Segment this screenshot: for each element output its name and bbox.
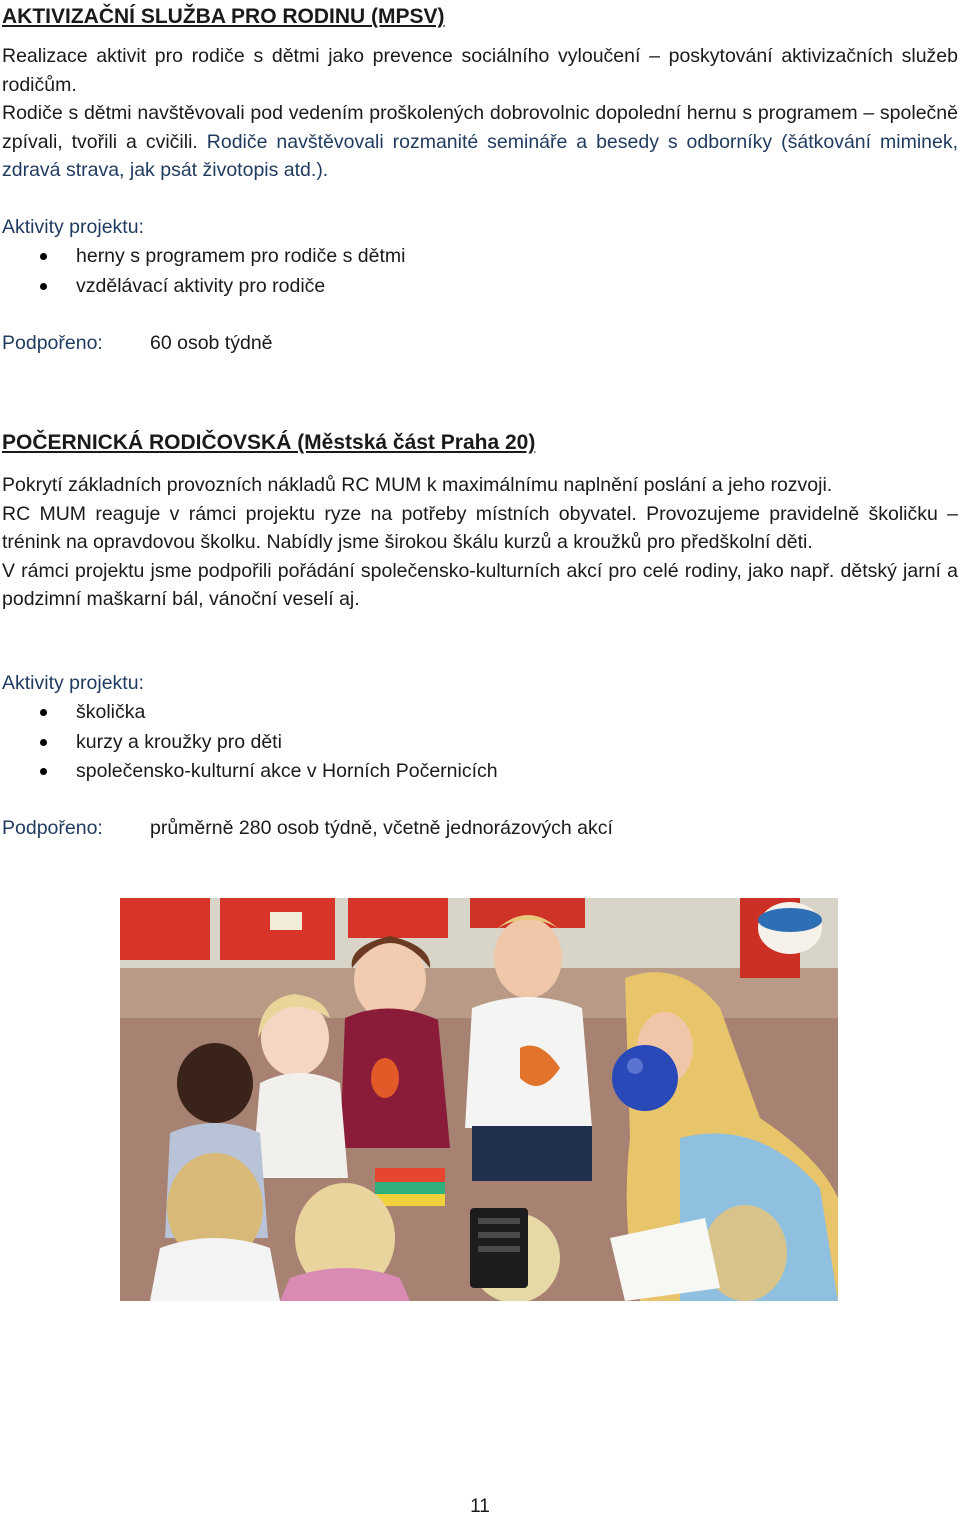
list-item [2, 242, 958, 272]
sentence: RC MUM reaguje v rámci projektu ryze na potřeby místních obyvatel. [2, 502, 637, 525]
children-group-photo [120, 898, 838, 1301]
paragraph [2, 99, 958, 185]
activities-block [2, 668, 958, 787]
sentence: Rodiče s dětmi navštěvovali pod vedením proškolených dobrovolnic dopolední hernu s programem – společně zpívali, tvořili a cvičili. [2, 102, 958, 153]
supported-value: 60 osob týdně [150, 332, 273, 354]
page-number: 11 [470, 1496, 490, 1517]
supported-label: Podpořeno: [2, 332, 103, 354]
supported-value: průměrně 280 osob týdně, včetně jednorázových akcí [150, 817, 613, 839]
activities-block [2, 212, 958, 301]
section-title: AKTIVIZAČNÍ SLUŽBA PRO RODINU (MPSV) [2, 5, 445, 28]
bullet-icon [40, 739, 47, 746]
section-body [2, 42, 958, 185]
sentence-highlighted: Rodiče navštěvovali rozmanité semináře a besedy s odborníky (šátkování miminek, zdravá strava, jak psát životopis atd.). [2, 130, 959, 181]
list-item-text: herny s programem pro rodiče s dětmi [76, 245, 406, 267]
list-item-text: společensko-kulturní akce v Horních Počernicích [76, 760, 498, 782]
list-item [2, 698, 958, 728]
list-item-text: vzdělávací aktivity pro rodiče [76, 274, 326, 297]
activities-list [2, 698, 958, 787]
sentence: Provozujeme pravidelně školičku – trénink na opravdovou školku. [2, 502, 958, 553]
section-body [2, 471, 958, 614]
supported-label: Podpořeno: [2, 817, 103, 839]
bullet-icon [40, 283, 47, 290]
list-item-text: školička [76, 701, 146, 723]
supported-row [2, 328, 273, 358]
list-item [2, 272, 958, 302]
paragraph: Pokrytí základních provozních nákladů RC MUM k maximálnímu naplnění poslání a jeho rozvoji. [2, 474, 833, 496]
activities-label: Aktivity projektu: [2, 672, 144, 694]
bullet-icon [40, 768, 47, 775]
paragraph [2, 500, 958, 557]
supported-row [2, 813, 613, 843]
activities-list [2, 242, 958, 301]
list-item-text: kurzy a kroužky pro děti [76, 730, 282, 753]
bullet-icon [40, 709, 47, 716]
sentence: Nabídly jsme širokou škálu kurzů a kroužků pro předškolní děti. [266, 531, 813, 553]
section-title: POČERNICKÁ RODIČOVSKÁ (Městská část Praha 20) [2, 431, 536, 454]
bullet-icon [40, 253, 47, 260]
list-item [2, 757, 958, 787]
paragraph: V rámci projektu jsme podpořili pořádání společensko-kulturních akcí pro celé rodiny, jako např. dětský jarní a podzimní maškarní bál, vánoční veselí aj. [2, 559, 958, 610]
paragraph: Realizace aktivit pro rodiče s dětmi jako prevence sociálního vyloučení – poskytování aktivizačních služeb rodičům. [2, 45, 958, 96]
list-item [2, 728, 958, 758]
activities-label: Aktivity projektu: [2, 216, 144, 238]
